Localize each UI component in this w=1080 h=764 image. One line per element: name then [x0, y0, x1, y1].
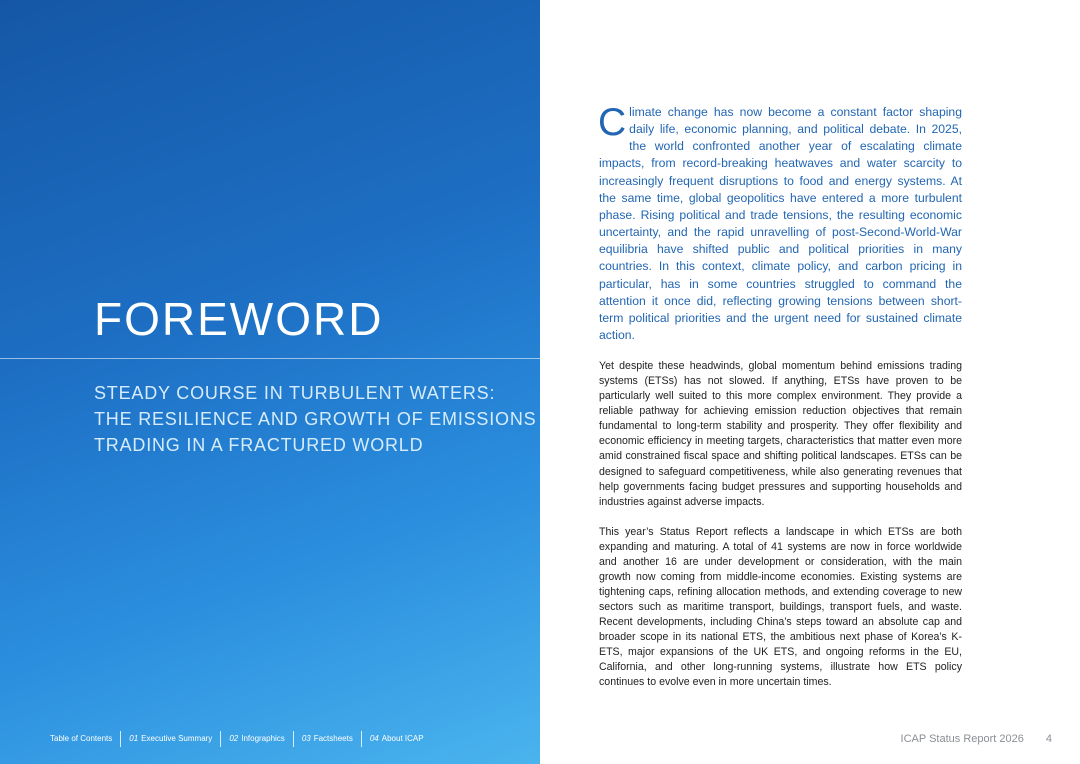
- page-subtitle: [94, 380, 537, 458]
- nav-table-of-contents[interactable]: [50, 731, 120, 747]
- nav-factsheets[interactable]: [294, 731, 361, 747]
- body-paragraph: This year’s Status Report reflects a landscape in which ETSs are both expanding and maturing. A total of 41 systems are now in force worldwide and another 16 are under development or consideration, with the main growth now coming from middle-income economies. Existing systems are tightening caps, refining allocation methods, and extending coverage to new sectors such as maritime transport, buildings, transport fuels, and waste. Recent developments, including China’s steps toward an absolute cap and broader scope in its national ETS, the ambitious next phase of Korea’s K-ETS, major expansions of the UK ETS, and ongoing reforms in the EU, California, and other long-running systems, illustrate how ETS policy continues to evolve even in more uncertain times.: [599, 525, 962, 689]
- foreword-body: [598, 101, 962, 705]
- lead-text: limate change has now become a constant factor shaping daily life, economic planning, and political debate. In 2025, the world confronted another year of escalating climate impacts, from record-breaking heatwaves and water scarcity to increasingly frequent disruptions to food and energy systems. At the same time, global geopolitics have entered a more turbulent phase. Rising political and trade tensions, the resulting economic uncertainty, and the rapid unravelling of post-Second-World-War equilibria have shifted public and political priorities in many countries. In this context, climate policy, and carbon pricing in particular, has in some countries struggled to command the attention it once did, reflecting growing tensions between short-term political priorities and the urgent need for sustained climate action.: [599, 105, 962, 343]
- nav-about-icap[interactable]: [362, 731, 432, 747]
- nav-label: Executive Summary: [141, 734, 213, 743]
- nav-label: About ICAP: [381, 734, 424, 743]
- nav-label: Table of Contents: [50, 734, 113, 743]
- drop-cap: C: [598, 101, 627, 144]
- nav-label: Factsheets: [313, 734, 353, 743]
- body-paragraph: Yet despite these headwinds, global momentum behind emissions trading systems (ETSs) has not slowed. If anything, ETSs have proven to be particularly well suited to this more complex environment. They provide a reliable pathway for achieving emission reduction objectives that remain fundamental to long-term stability and prosperity. They offer flexibility and economic efficiency in meeting targets, characteristics that matter even more amid constrained fiscal space and shifting political landscapes. ETSs can be designed to safeguard competitiveness, while also generating revenues that help governments facing budget pressures and supporting households and industries against adverse impacts.: [599, 360, 962, 508]
- title-divider: [0, 358, 540, 359]
- subtitle-line: STEADY COURSE IN TURBULENT WATERS:: [94, 383, 496, 403]
- nav-infographics[interactable]: [221, 731, 293, 747]
- page-number: 4: [1045, 733, 1052, 745]
- footer-navigation: [50, 731, 432, 747]
- page-title: FOREWORD: [94, 293, 384, 345]
- page-footer: [901, 731, 1052, 747]
- nav-number: 04: [369, 734, 379, 743]
- subtitle-line: TRADING IN A FRACTURED WORLD: [94, 435, 424, 455]
- nav-number: 03: [301, 734, 311, 743]
- nav-number: 02: [229, 734, 239, 743]
- report-name: ICAP Status Report 2026: [900, 733, 1024, 745]
- lead-paragraph: [598, 101, 962, 344]
- nav-label: Infographics: [241, 734, 285, 743]
- nav-number: 01: [129, 734, 139, 743]
- subtitle-line: THE RESILIENCE AND GROWTH OF EMISSIONS: [94, 409, 537, 429]
- nav-executive-summary[interactable]: [121, 731, 220, 747]
